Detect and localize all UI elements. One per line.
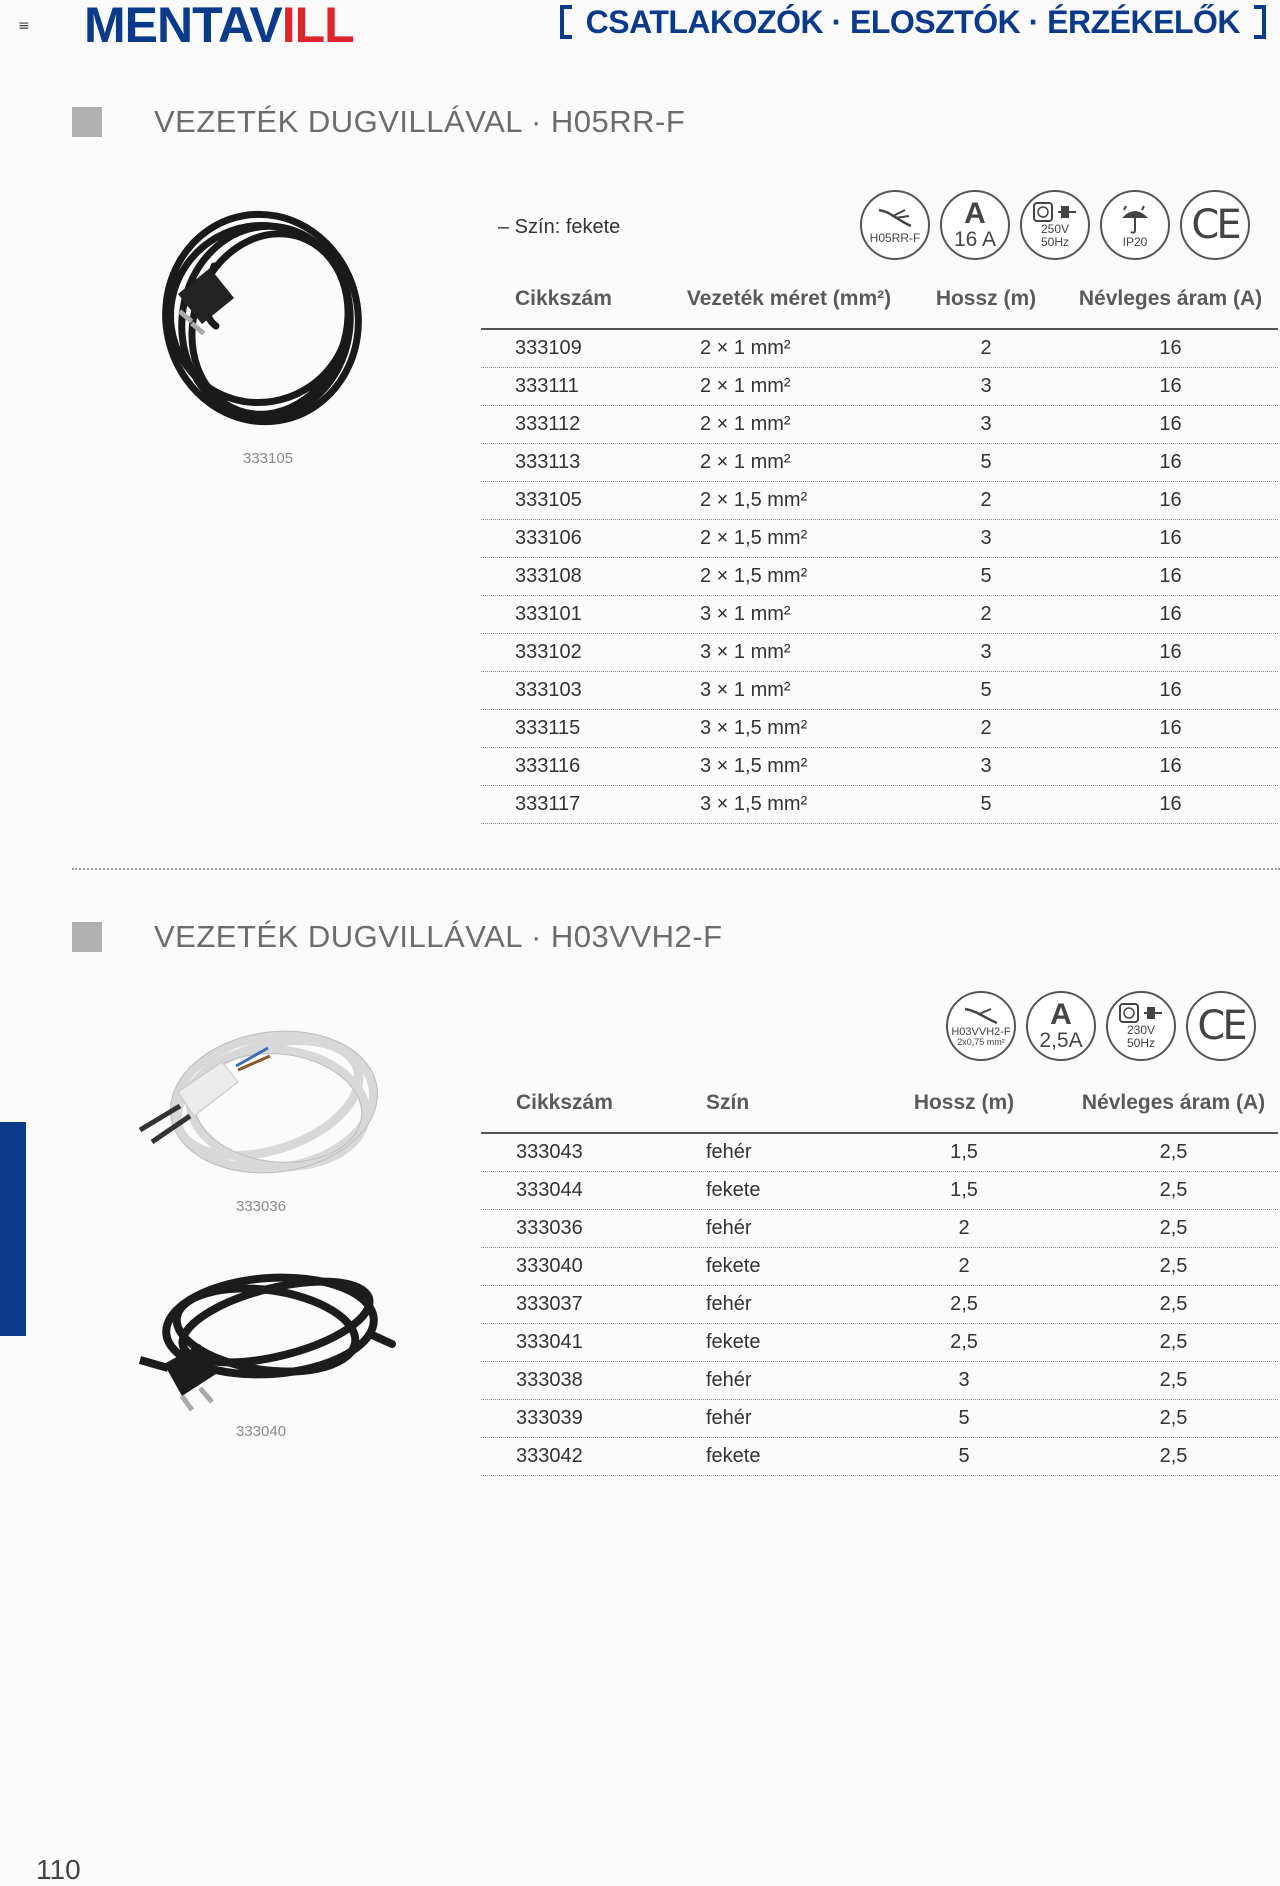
cable-type-label: H03VVH2-F xyxy=(951,1025,1011,1038)
table-row xyxy=(481,634,1278,672)
cell-current: 2,5 xyxy=(1159,1331,1188,1353)
cell-length: 2,5 xyxy=(950,1293,978,1315)
cell-size: 2 × 1,5 mm² xyxy=(700,489,808,511)
product-table-h03vvh2 xyxy=(481,1074,1278,1476)
cell-code: 333042 xyxy=(516,1445,583,1467)
table-row xyxy=(481,672,1278,710)
plug-socket-icon xyxy=(1118,1002,1164,1024)
table-row xyxy=(481,1248,1278,1286)
image-caption: 333036 xyxy=(236,1198,287,1215)
cable-icon xyxy=(875,206,915,232)
cell-current: 2,5 xyxy=(1159,1369,1188,1391)
cell-current: 16 xyxy=(1159,679,1182,701)
cell-size: 2 × 1 mm² xyxy=(700,337,791,359)
col-header-code: Cikkszám xyxy=(516,1091,613,1114)
cell-code: 333040 xyxy=(516,1255,583,1277)
table-header xyxy=(481,1074,1278,1134)
cell-length: 5 xyxy=(980,451,992,473)
amp-value: 16 A xyxy=(953,227,997,251)
cell-code: 333044 xyxy=(516,1179,583,1201)
table-row xyxy=(481,482,1278,520)
cell-length: 3 xyxy=(958,1369,970,1391)
cell-size: 2 × 1 mm² xyxy=(700,451,791,473)
table-row xyxy=(481,1324,1278,1362)
table-body xyxy=(481,1134,1278,1476)
voltage-value: 230V xyxy=(1126,1023,1156,1038)
cell-length: 5 xyxy=(980,679,992,701)
cell-code: 333115 xyxy=(515,717,581,739)
cell-size: 3 × 1 mm² xyxy=(700,641,791,663)
cell-size: 2 × 1,5 mm² xyxy=(700,527,808,549)
cell-current: 16 xyxy=(1159,451,1182,473)
cable-type-label: H05RR-F xyxy=(869,230,921,245)
section-marker xyxy=(72,922,102,952)
cell-length: 1,5 xyxy=(950,1141,978,1163)
table-row xyxy=(481,596,1278,634)
cell-current: 16 xyxy=(1159,337,1182,359)
cell-code: 333116 xyxy=(515,755,581,777)
image-caption: 333105 xyxy=(243,450,294,467)
table-row xyxy=(481,786,1278,824)
cell-length: 2 xyxy=(980,489,992,511)
cell-color: fehér xyxy=(706,1141,752,1163)
cable-icon xyxy=(961,1005,1001,1027)
cell-current: 16 xyxy=(1159,717,1182,739)
bracket-left xyxy=(560,5,572,39)
cell-size: 3 × 1,5 mm² xyxy=(700,717,808,739)
table-row xyxy=(481,520,1278,558)
cell-length: 2,5 xyxy=(950,1331,978,1353)
cell-code: 333108 xyxy=(515,565,582,587)
cell-color: fehér xyxy=(706,1293,752,1315)
cable-type-icon xyxy=(860,190,930,260)
cell-current: 2,5 xyxy=(1159,1179,1188,1201)
col-header-current: Névleges áram (A) xyxy=(1081,1091,1266,1114)
plug-socket-icon xyxy=(1032,201,1078,223)
section-title: VEZETÉK DUGVILLÁVAL · H05RR-F xyxy=(154,104,686,139)
frequency-value: 50Hz xyxy=(1040,235,1069,249)
side-tab xyxy=(0,1122,26,1336)
cell-length: 2 xyxy=(980,603,992,625)
amp-letter: A xyxy=(1050,997,1072,1031)
ce-text: CE xyxy=(1197,1003,1245,1049)
table-row xyxy=(481,1400,1278,1438)
cell-size: 2 × 1,5 mm² xyxy=(700,565,808,587)
col-header-size: Vezeték méret (mm²) xyxy=(686,287,892,310)
logo-part-blue: MENTAV xyxy=(84,0,282,53)
voltage-icon xyxy=(1106,991,1176,1061)
cell-size: 3 × 1 mm² xyxy=(700,679,791,701)
amp-value: 2,5A xyxy=(1039,1028,1083,1052)
bracket-right xyxy=(1254,5,1266,39)
cell-code: 333105 xyxy=(515,489,582,511)
section-title: VEZETÉK DUGVILLÁVAL · H03VVH2-F xyxy=(154,919,723,954)
cell-size: 2 × 1 mm² xyxy=(700,375,791,397)
cell-length: 3 xyxy=(980,413,992,435)
current-rating-icon xyxy=(940,190,1010,260)
table-row xyxy=(481,1172,1278,1210)
cell-current: 16 xyxy=(1159,413,1182,435)
cell-code: 333112 xyxy=(515,413,581,435)
table-row xyxy=(481,406,1278,444)
cell-length: 2 xyxy=(958,1255,970,1277)
table-row xyxy=(481,368,1278,406)
cell-current: 2,5 xyxy=(1159,1293,1188,1315)
cell-length: 3 xyxy=(980,755,992,777)
spec-icons xyxy=(860,190,1250,260)
current-rating-icon xyxy=(1026,991,1096,1061)
ce-mark-icon xyxy=(1186,991,1256,1061)
cell-length: 3 xyxy=(980,375,992,397)
product-image-white-cable xyxy=(118,1018,382,1184)
table-row xyxy=(481,710,1278,748)
ip-rating-icon xyxy=(1100,190,1170,260)
col-header-length: Hossz (m) xyxy=(913,1091,1015,1114)
cell-code: 333101 xyxy=(515,603,582,625)
category-title: CSATLAKOZÓK · ELOSZTÓK · ÉRZÉKELŐK xyxy=(585,3,1240,40)
cell-current: 16 xyxy=(1159,375,1182,397)
amp-letter: A xyxy=(964,196,986,230)
product-image-black-flat-cable xyxy=(120,1264,400,1414)
cell-color: fehér xyxy=(706,1217,752,1239)
col-header-current: Névleges áram (A) xyxy=(1078,287,1263,310)
cell-code: 333117 xyxy=(515,793,581,815)
cell-length: 2 xyxy=(958,1217,970,1239)
table-row xyxy=(481,444,1278,482)
cell-code: 333102 xyxy=(515,641,582,663)
frequency-value: 50Hz xyxy=(1126,1036,1155,1050)
cell-current: 16 xyxy=(1159,641,1182,663)
table-row xyxy=(481,330,1278,368)
table-row xyxy=(481,1134,1278,1172)
table-header xyxy=(481,270,1278,330)
cell-current: 16 xyxy=(1159,565,1182,587)
cell-code: 333039 xyxy=(516,1407,583,1429)
col-header-color: Szín xyxy=(706,1091,750,1114)
cell-length: 2 xyxy=(980,337,992,359)
product-image-black-cable xyxy=(144,206,374,434)
cell-code: 333106 xyxy=(515,527,582,549)
table-row xyxy=(481,558,1278,596)
cell-current: 16 xyxy=(1159,489,1182,511)
cell-code: 333038 xyxy=(516,1369,583,1391)
cell-current: 16 xyxy=(1159,793,1182,815)
ip-value: IP20 xyxy=(1122,234,1148,249)
cell-color: fekete xyxy=(706,1445,761,1467)
logo-part-red: ILL xyxy=(281,0,354,53)
cell-length: 5 xyxy=(980,793,992,815)
cell-length: 3 xyxy=(980,641,992,663)
voltage-value: 250V xyxy=(1040,222,1070,237)
cell-current: 16 xyxy=(1159,527,1182,549)
cell-size: 3 × 1,5 mm² xyxy=(700,755,808,777)
category-header xyxy=(560,0,1266,44)
cell-length: 1,5 xyxy=(950,1179,978,1201)
menu-icon[interactable]: ≡ xyxy=(18,18,30,34)
col-header-code: Cikkszám xyxy=(515,287,612,310)
cell-size: 3 × 1,5 mm² xyxy=(700,793,808,815)
cell-color: fekete xyxy=(706,1179,761,1201)
section-divider xyxy=(72,868,1280,870)
table-row xyxy=(481,1210,1278,1248)
cell-length: 2 xyxy=(980,717,992,739)
table-row xyxy=(481,748,1278,786)
cell-code: 333111 xyxy=(515,375,579,397)
cable-size-label: 2x0,75 mm² xyxy=(957,1037,1005,1048)
spec-icons xyxy=(946,991,1256,1061)
cell-current: 16 xyxy=(1159,603,1182,625)
cell-code: 333041 xyxy=(516,1331,583,1353)
cell-color: fekete xyxy=(706,1255,761,1277)
color-note: – Szín: fekete xyxy=(498,216,621,238)
section-marker xyxy=(72,107,102,137)
col-header-length: Hossz (m) xyxy=(935,287,1037,310)
brand-logo xyxy=(84,0,354,54)
cell-current: 2,5 xyxy=(1159,1407,1188,1429)
product-table-h05rr xyxy=(481,270,1278,824)
table-row xyxy=(481,1362,1278,1400)
cell-code: 333037 xyxy=(516,1293,583,1315)
cell-code: 333036 xyxy=(516,1217,583,1239)
cell-size: 2 × 1 mm² xyxy=(700,413,791,435)
table-body xyxy=(481,330,1278,824)
cell-color: fehér xyxy=(706,1369,752,1391)
cell-current: 2,5 xyxy=(1159,1217,1188,1239)
page-number: 110 xyxy=(36,1854,81,1885)
cell-current: 16 xyxy=(1159,755,1182,777)
table-row xyxy=(481,1438,1278,1476)
ce-text: CE xyxy=(1191,202,1239,248)
table-row xyxy=(481,1286,1278,1324)
voltage-icon xyxy=(1020,190,1090,260)
cell-current: 2,5 xyxy=(1159,1445,1188,1467)
cell-code: 333103 xyxy=(515,679,582,701)
cell-code: 333109 xyxy=(515,337,582,359)
ce-mark-icon xyxy=(1180,190,1250,260)
cell-length: 5 xyxy=(958,1445,970,1467)
cell-color: fehér xyxy=(706,1407,752,1429)
cell-length: 5 xyxy=(980,565,992,587)
cell-length: 5 xyxy=(958,1407,970,1429)
cell-current: 2,5 xyxy=(1159,1141,1188,1163)
cell-current: 2,5 xyxy=(1159,1255,1188,1277)
image-caption: 333040 xyxy=(236,1423,287,1440)
cell-size: 3 × 1 mm² xyxy=(700,603,791,625)
cell-code: 333113 xyxy=(515,451,581,473)
cell-code: 333043 xyxy=(516,1141,583,1163)
cell-color: fekete xyxy=(706,1331,761,1353)
cable-type-icon xyxy=(946,991,1016,1061)
cell-length: 3 xyxy=(980,527,992,549)
umbrella-icon xyxy=(1118,202,1152,236)
